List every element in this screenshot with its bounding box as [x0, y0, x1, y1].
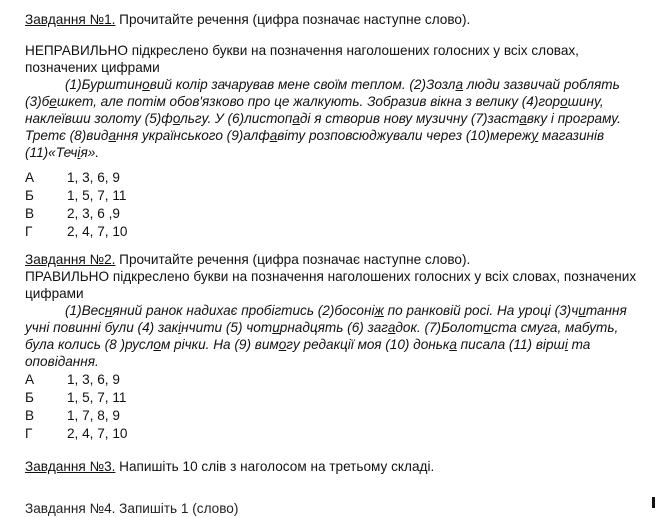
- t1-under: о: [142, 77, 150, 92]
- t2-seg: док. (7)Болот: [395, 320, 484, 335]
- answer-option[interactable]: [25, 222, 645, 240]
- t1-seg: я».: [80, 145, 100, 160]
- t1-under: а: [269, 128, 278, 143]
- t2-seg: писала (11) вірш: [456, 337, 565, 352]
- answer-value: 1, 3, 6, 9: [67, 371, 120, 387]
- task1-answers: [25, 168, 645, 240]
- answer-value: 1, 5, 7, 11: [67, 389, 127, 405]
- t1-under: о: [172, 111, 181, 126]
- task2-heading: [25, 251, 645, 268]
- answer-letter: В: [25, 407, 35, 423]
- task2-instruction: ПРАВИЛЬНО підкреслено букви на позначення наголошених голосних у всіх словах, позначених цифрами: [25, 269, 637, 301]
- t1-under: а: [292, 111, 300, 126]
- task4-cut-line: [25, 500, 635, 516]
- task3-heading: [25, 458, 645, 475]
- task2-text: [25, 302, 645, 370]
- answer-letter: А: [25, 371, 35, 387]
- t2-seg: по ранковій росі. На уроці (3)ч: [383, 303, 579, 318]
- t2-under: і: [178, 320, 182, 335]
- t2-seg: рнадцять (6) заг: [279, 320, 388, 335]
- t2-seg: нчити (5) чот: [181, 320, 273, 335]
- t1-seg: вку і програму. Третє (8)вид: [25, 111, 621, 143]
- task1-heading: [25, 11, 645, 28]
- task4-cut-text: Завдання №4. Запишіть 1 (слово): [25, 501, 239, 516]
- t2-under: а: [449, 337, 457, 352]
- t1-under: а: [108, 128, 117, 143]
- t1-seg: шкет, але потім обов'язково про це жалкують. Зобразив вікна з велику (4)гор: [56, 94, 561, 109]
- answer-value: 2, 4, 7, 10: [67, 223, 128, 239]
- cursor-mark: [652, 497, 655, 508]
- task3-title: Завдання №3.: [25, 459, 116, 474]
- t2-under: о: [153, 337, 161, 352]
- task1-title-tail: Прочитайте речення (цифра позначає наступне слово).: [115, 12, 471, 27]
- t2-under: і: [564, 337, 568, 352]
- answer-letter: А: [25, 169, 35, 185]
- t2-under: о: [278, 337, 287, 352]
- answer-option[interactable]: [25, 406, 645, 424]
- answer-option[interactable]: [25, 204, 645, 222]
- t2-seg: м річки. На (9) вим: [160, 337, 279, 352]
- t2-under: и: [483, 320, 492, 335]
- task2-answers: [25, 370, 645, 442]
- t2-seg: та оповідання.: [25, 337, 591, 369]
- t1-seg: шину, наклеївши золоту (5)ф: [25, 94, 604, 126]
- task2-title-tail: Прочитайте речення (цифра позначає наступне слово).: [115, 252, 471, 267]
- t1-seg: льгу. У (6)листоп: [180, 111, 293, 126]
- t1-seg: вий колір зачарував мене своїм теплом. (2)Зозл: [149, 77, 456, 92]
- t2-under: и: [578, 303, 586, 318]
- task1-instruction: НЕПРАВИЛЬНО підкреслено букви на позначення наголошених голосних у всіх словах, позначених цифрами: [25, 43, 579, 75]
- t1-seg: люди зазвичай роблять (3)б: [25, 77, 620, 109]
- task1-title: Завдання №1.: [25, 12, 116, 27]
- t2-seg: ста смуга, мабуть, була колись (8 )русл: [25, 320, 619, 352]
- t2-seg: яний ранок надихає пробігтись (2)босоні: [112, 303, 375, 318]
- t2-seg: (1)Вес: [65, 303, 105, 318]
- answer-option[interactable]: [25, 168, 645, 186]
- t1-seg: ння українського (9)алф: [116, 128, 270, 143]
- answer-letter: Б: [25, 187, 34, 203]
- answer-option[interactable]: [25, 388, 645, 406]
- answer-value: 1, 5, 7, 11: [67, 187, 127, 203]
- task2-title: Завдання №2.: [25, 252, 116, 267]
- t1-seg: ді я створив нову музичну (7)заст: [299, 111, 520, 126]
- answer-option[interactable]: [25, 370, 645, 388]
- t1-seg: (1)Бурштин: [65, 77, 143, 92]
- t1-under: о: [560, 94, 568, 109]
- answer-option[interactable]: [25, 424, 645, 442]
- t2-under: и: [272, 320, 280, 335]
- t2-under: н: [104, 303, 113, 318]
- answer-letter: Г: [25, 425, 33, 441]
- t2-under: ж: [374, 303, 384, 318]
- worksheet: [25, 11, 645, 475]
- task1-text: [25, 76, 645, 161]
- t1-under: е: [49, 94, 57, 109]
- answer-value: 2, 4, 7, 10: [67, 425, 128, 441]
- answer-letter: В: [25, 205, 35, 221]
- t1-seg: віту розповсюджували через (10)мереж: [277, 128, 532, 143]
- task3-title-tail: Напишіть 10 слів з наголосом на третьому складі.: [115, 459, 435, 474]
- answer-option[interactable]: [25, 186, 645, 204]
- answer-value: 2, 3, 6 ,9: [67, 205, 120, 221]
- t1-seg: магазинів (11)«Теч: [25, 128, 605, 160]
- answer-value: 1, 3, 6, 9: [67, 169, 120, 185]
- answer-letter: Б: [25, 389, 34, 405]
- t1-under: і: [77, 145, 81, 160]
- t1-under: а: [455, 77, 464, 92]
- t2-seg: тання учні повинні були (4) зак: [25, 303, 627, 335]
- answer-letter: Г: [25, 223, 33, 239]
- t1-under: а: [519, 111, 527, 126]
- answer-value: 1, 7, 8, 9: [67, 407, 120, 423]
- t1-under: у: [531, 128, 539, 143]
- t2-seg: гу редакції моя (10) доньк: [286, 337, 450, 352]
- t2-under: а: [387, 320, 396, 335]
